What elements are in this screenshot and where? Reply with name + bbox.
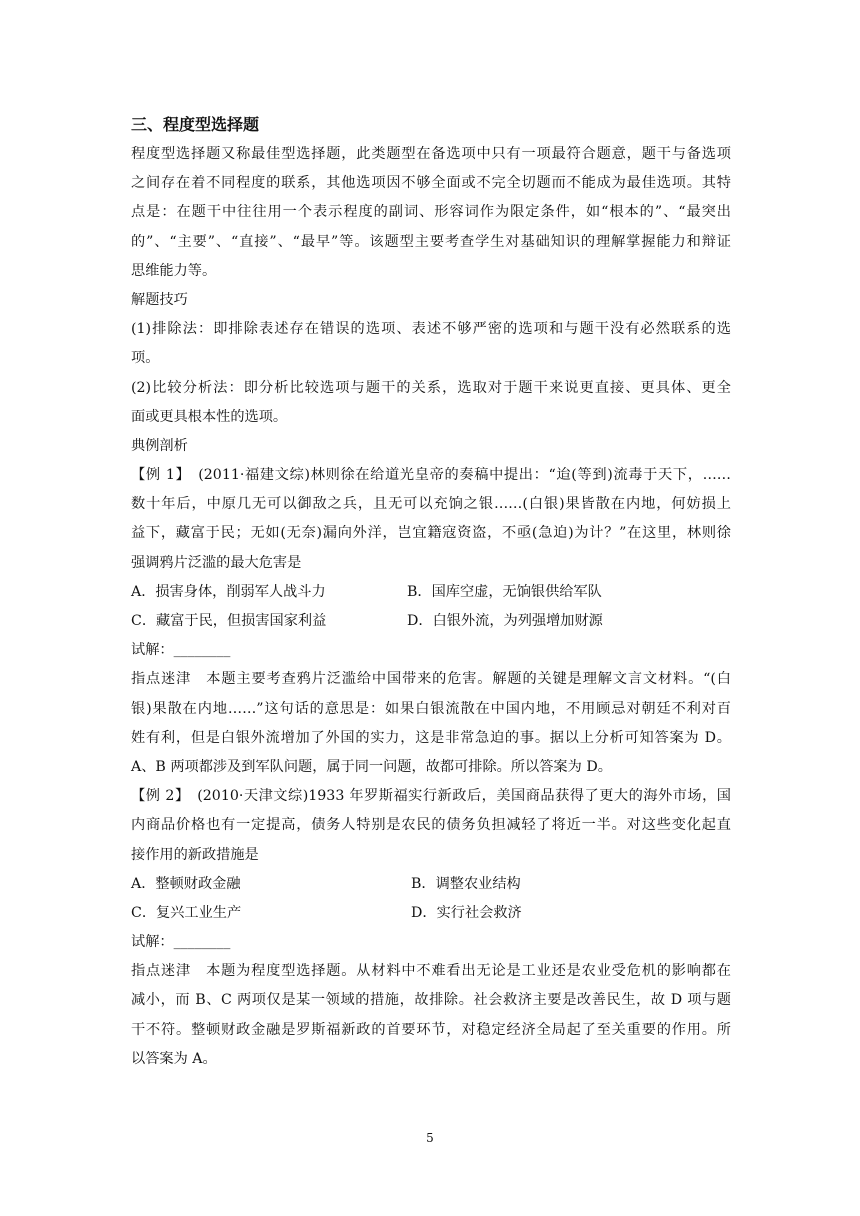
- example-1-option-d: D．白银外流，为列强增加财源: [407, 613, 603, 629]
- example-1-question-line: 【例 1】 (2011·福建文综)林则徐在给道光皇帝的奏稿中提出：“迨(等到)流毒于天下，……: [131, 467, 731, 484]
- tip-line: (2)比较分析法：即分析比较选项与题干的关系，选取对于题干来说更直接、更具体、更全: [131, 379, 731, 396]
- example-1-question-line: 数十年后，中原几无可以御敌之兵，且无可以充饷之银……(白银)果皆散在内地，何妨损上: [131, 496, 731, 513]
- example-2-option-a: A．整顿财政金融: [131, 875, 241, 892]
- example-1-analysis-line: A、B 两项都涉及到军队问题，属于同一问题，故都可排除。所以答案为 D。: [131, 758, 612, 775]
- example-2: [131, 782, 731, 1074]
- example-2-analysis-line: 指点迷津 本题为程度型选择题。从材料中不难看出无论是工业还是农业受危机的影响都在: [131, 963, 731, 980]
- example-2-analysis-line: 以答案为 A。: [131, 1050, 217, 1067]
- example-2-analysis-line: 减小，而 B、C 两项仅是某一领域的措施，故排除。社会救济主要是改善民生，故 D 项与题: [131, 992, 731, 1009]
- examples-heading: 典例剖析: [131, 437, 188, 454]
- example-2-option-d: D．实行社会救济: [411, 904, 522, 921]
- page-content: [131, 110, 731, 1074]
- section-title: 三、程度型选择题: [131, 115, 260, 134]
- example-1-question-line: 益下，藏富于民；无如(无奈)漏向外洋，岂宜籍寇资盗，不亟(急迫)为计？”在这里，林则徐: [131, 525, 731, 542]
- example-2-option-c: C．复兴工业生产: [131, 904, 242, 921]
- example-1-option-b: B．国库空虚，无饷银供给军队: [407, 583, 602, 600]
- intro-line: 的”、“主要”、“直接”、“最早”等。该题型主要考查学生对基础知识的理解掌握能力和辩证: [131, 233, 731, 250]
- example-1-answer-blank: 试解：________: [131, 642, 231, 659]
- intro-line: 思维能力等。: [131, 262, 217, 279]
- example-1-options-row-2: [131, 607, 731, 636]
- example-2-question-line: 接作用的新政措施是: [131, 846, 259, 863]
- example-1-analysis-line: 指点迷津 本题主要考查鸦片泛滥给中国带来的危害。解题的关键是理解文言文材料。“(白: [131, 671, 731, 688]
- example-1-options-row-1: [131, 578, 731, 607]
- example-2-option-b: B．调整农业结构: [411, 875, 521, 892]
- example-2-options-row-2: [131, 899, 731, 928]
- example-2-analysis-line: 干不符。整顿财政金融是罗斯福新政的首要环节，对稳定经济全局起了至关重要的作用。所: [131, 1021, 731, 1038]
- intro-paragraph: [131, 140, 731, 286]
- page-number: 5: [426, 1131, 434, 1145]
- example-1: [131, 461, 731, 782]
- tips-list: [131, 315, 731, 432]
- example-2-options-row-1: [131, 870, 731, 899]
- tip-line: 项。: [131, 350, 160, 367]
- example-1-analysis-line: 银)果散在内地……”这句话的意思是：如果白银流散在中国内地，不用顾忌对朝廷不利对百: [131, 700, 731, 717]
- example-1-option-a: A．损害身体，削弱军人战斗力: [131, 583, 326, 600]
- example-1-analysis-line: 姓有利，但是白银外流增加了外国的实力，这是非常急迫的事。据以上分析可知答案为 D。: [131, 729, 731, 746]
- example-2-question-line: 内商品价格也有一定提高，债务人特别是农民的债务负担减轻了将近一半。对这些变化起直: [131, 817, 731, 834]
- tip-line: (1)排除法：即排除表述存在错误的选项、表述不够严密的选项和与题干没有必然联系的选: [131, 321, 731, 338]
- intro-line: 之间存在着不同程度的联系，其他选项因不够全面或不完全切题而不能成为最佳选项。其特: [131, 175, 731, 192]
- example-2-answer-blank: 试解：________: [131, 934, 231, 951]
- example-1-option-c: C．藏富于民，但损害国家利益: [131, 613, 327, 629]
- intro-line: 点是：在题干中往往用一个表示程度的副词、形容词作为限定条件，如“根本的”、“最突出: [131, 204, 731, 221]
- example-2-question-line: 【例 2】 (2010·天津文综)1933 年罗斯福实行新政后，美国商品获得了更大的海外市场，国: [131, 788, 731, 805]
- tip-line: 面或更具根本性的选项。: [131, 408, 288, 425]
- tips-heading: 解题技巧: [131, 291, 188, 308]
- example-1-question-line: 强调鸦片泛滥的最大危害是: [131, 554, 302, 571]
- intro-line: 程度型选择题又称最佳型选择题，此类题型在备选项中只有一项最符合题意，题干与备选项: [131, 146, 731, 162]
